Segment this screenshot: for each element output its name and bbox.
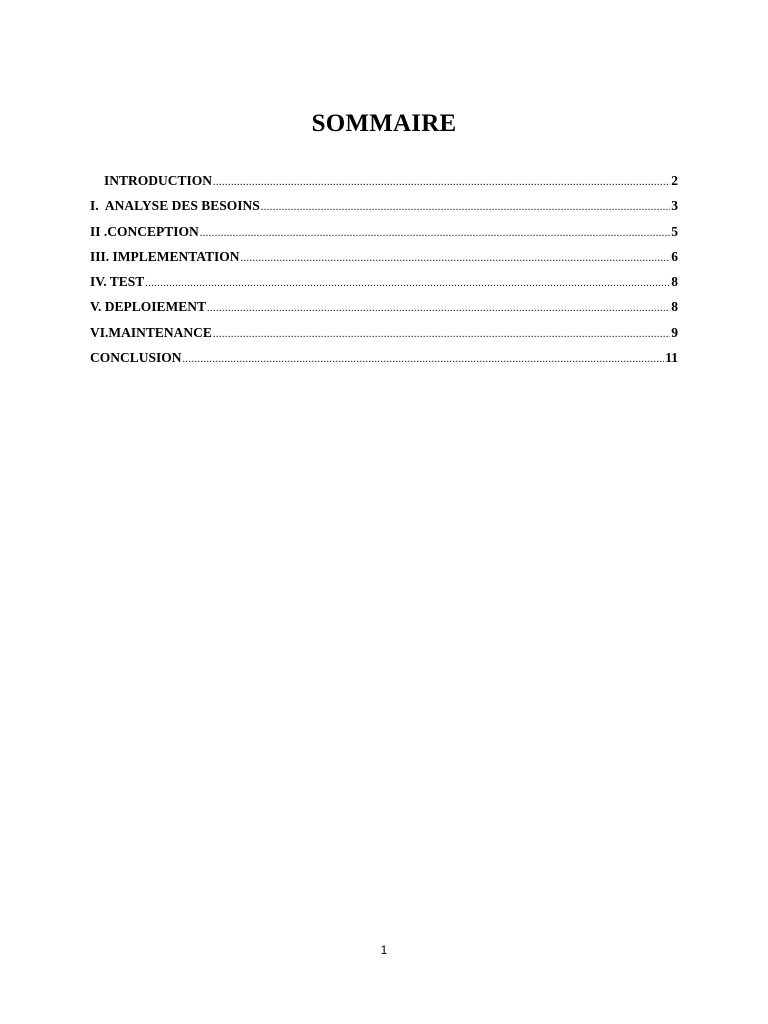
toc-entry-label: CONCLUSION xyxy=(90,350,182,366)
toc-entry-test[interactable] xyxy=(90,272,678,297)
toc-entry-page: 8 xyxy=(671,274,678,290)
toc-entry-page: 5 xyxy=(671,223,678,239)
toc-entry-introduction[interactable] xyxy=(90,171,678,196)
toc-entry-implementation[interactable] xyxy=(90,247,678,272)
toc-leader-dots xyxy=(183,350,665,370)
page-number: 1 xyxy=(380,943,388,957)
toc-leader-dots xyxy=(213,325,670,345)
toc-entry-page: 8 xyxy=(671,299,678,315)
toc-entry-label: IV. TEST xyxy=(90,274,145,290)
toc-entry-page: 9 xyxy=(671,324,678,340)
toc-leader-dots xyxy=(213,173,670,193)
toc-entry-conclusion[interactable] xyxy=(90,348,678,373)
toc-leader-dots xyxy=(200,224,670,244)
toc-leader-dots xyxy=(145,274,670,294)
toc-entry-label: INTRODUCTION xyxy=(104,173,213,188)
toc-entry-maintenance[interactable] xyxy=(90,323,678,348)
toc-entry-page: 3 xyxy=(671,198,678,214)
toc-entry-conception[interactable] xyxy=(90,222,678,247)
toc-entry-label: VI.MAINTENANCE xyxy=(90,324,212,340)
toc-entry-page: 6 xyxy=(671,248,678,264)
toc-entry-label: V. DEPLOIEMENT xyxy=(90,299,207,315)
toc-entry-label: ANALYSE DES BESOINS xyxy=(104,198,260,214)
toc-entry-page: 11 xyxy=(665,350,678,366)
toc-entry-page: 2 xyxy=(671,173,678,188)
toc-entry-analyse-des-besoins[interactable] xyxy=(90,196,678,221)
toc-entry-label: II .CONCEPTION xyxy=(90,223,199,239)
table-of-contents xyxy=(90,171,678,373)
toc-leader-dots xyxy=(241,249,671,269)
toc-entry-label: III. IMPLEMENTATION xyxy=(90,248,240,264)
toc-entry-number: I. xyxy=(90,198,99,214)
toc-leader-dots xyxy=(207,299,670,319)
toc-leader-dots xyxy=(261,198,671,218)
toc-entry-deploiement[interactable] xyxy=(90,297,678,322)
page-title: SOMMAIRE xyxy=(311,110,457,137)
